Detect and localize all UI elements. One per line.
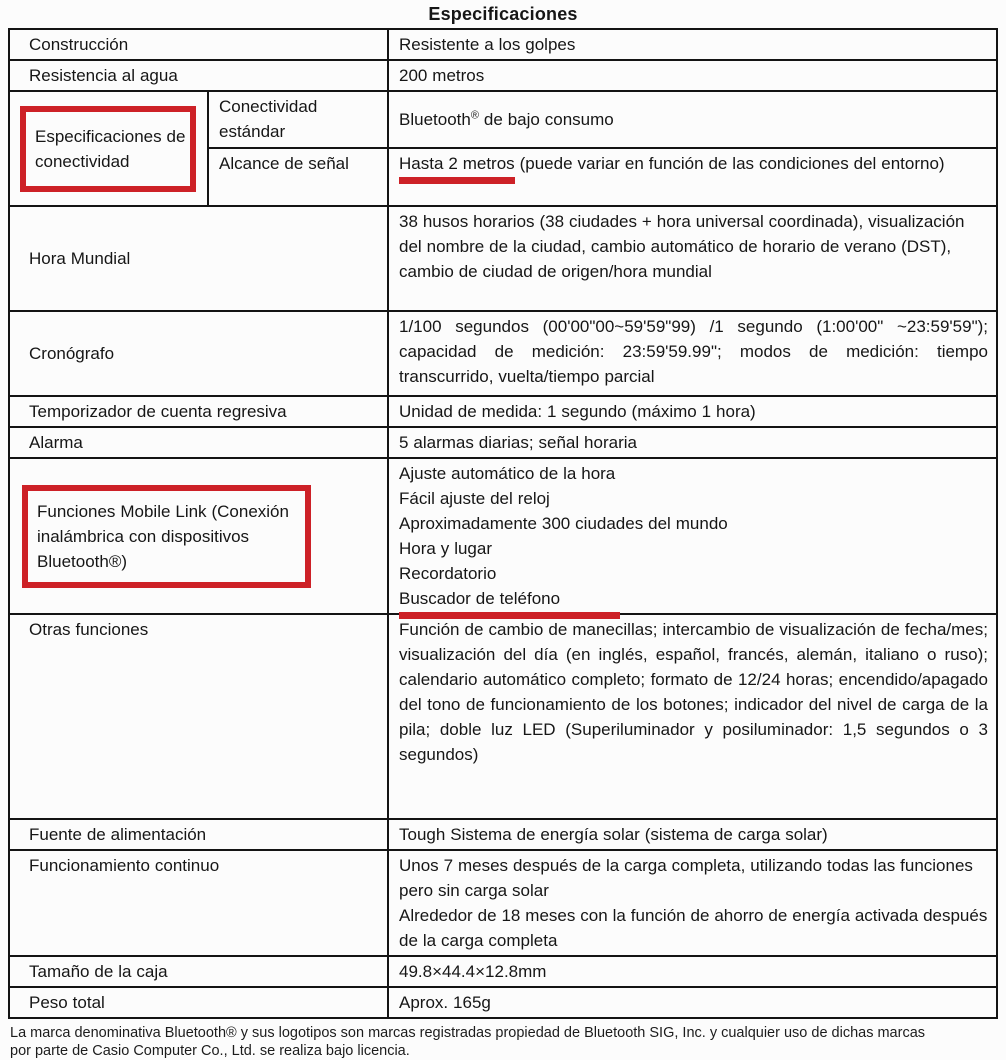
row-label: Temporizador de cuenta regresiva	[9, 396, 388, 427]
feature-item: Ajuste automático de la hora	[399, 464, 616, 483]
row-value: 1/100 segundos (00'00"00~59'59"99) /1 segundo (1:00'00" ~23:59'59"); capacidad de medición: 23:59'59.99"; modos de medición: tiempo transcurrido, vuelta/tiempo parcial	[388, 311, 997, 396]
row-value: Unidad de medida: 1 segundo (máximo 1 hora)	[388, 396, 997, 427]
value-text: (puede variar en función de las condiciones del entorno)	[514, 154, 945, 173]
feature-item	[399, 586, 988, 611]
table-row-otras-funciones	[9, 614, 997, 819]
table-row-fuente	[9, 819, 997, 850]
row-value: 200 metros	[388, 60, 997, 91]
row-value: Tough Sistema de energía solar (sistema de carga solar)	[388, 819, 997, 850]
row-label: Especificaciones de conectividad	[35, 126, 186, 171]
spec-table	[8, 28, 998, 1019]
value-text: Bluetooth	[399, 110, 471, 129]
table-row-resistencia	[9, 60, 997, 91]
table-row-tamano	[9, 956, 997, 987]
row-label: Funcionamiento continuo	[9, 850, 388, 956]
row-label: Alarma	[9, 427, 388, 458]
table-row-hora-mundial	[9, 206, 997, 311]
row-value	[388, 850, 997, 956]
row-label: Fuente de alimentación	[9, 819, 388, 850]
row-value	[388, 458, 997, 614]
annotation-red-box	[22, 485, 311, 588]
table-row-construccion	[9, 29, 997, 60]
table-row-peso	[9, 987, 997, 1018]
row-value: 49.8×44.4×12.8mm	[388, 956, 997, 987]
table-row-conectividad-1	[9, 91, 997, 148]
table-row-cronografo	[9, 311, 997, 396]
annotation-red-underline: Buscador de teléfono	[399, 586, 620, 619]
feature-item: Hora y lugar	[399, 539, 492, 558]
table-row-mobile-link	[9, 458, 997, 614]
row-label-conectividad	[9, 91, 208, 206]
row-value	[388, 91, 997, 148]
row-label: Hora Mundial	[9, 206, 388, 311]
table-row-funcionamiento	[9, 850, 997, 956]
sub-row-label: Conectividad estándar	[208, 91, 388, 148]
value-line: Unos 7 meses después de la carga completa, utilizando todas las funciones pero sin carga solar	[399, 856, 973, 900]
value-text: de bajo consumo	[478, 110, 614, 129]
row-label: Resistencia al agua	[9, 60, 388, 91]
row-label: Peso total	[9, 987, 388, 1018]
row-label: Funciones Mobile Link (Conexión inalámbrica con dispositivos Bluetooth®)	[37, 501, 289, 571]
value-line: Alrededor de 18 meses con la función de ahorro de energía activada después de la carga completa	[399, 906, 988, 950]
row-value: 38 husos horarios (38 ciudades + hora universal coordinada), visualización del nombre de la ciudad, cambio automático de horario de verano (DST), cambio de ciudad de origen/hora mundial	[388, 206, 997, 311]
registered-mark: ®	[470, 109, 479, 122]
table-row-alarma	[9, 427, 997, 458]
feature-item: Recordatorio	[399, 564, 497, 583]
bluetooth-trademark-footnote: La marca denominativa Bluetooth® y sus logotipos son marcas registradas propiedad de Bluetooth SIG, Inc. y cualquier uso de dichas marcas por parte de Casio Computer Co., Ltd. se realiza bajo licencia.	[10, 1025, 926, 1059]
row-label-mobile-link	[9, 458, 388, 614]
row-label: Tamaño de la caja	[9, 956, 388, 987]
row-value: Resistente a los golpes	[388, 29, 997, 60]
feature-item: Aproximadamente 300 ciudades del mundo	[399, 514, 728, 533]
row-value: Función de cambio de manecillas; intercambio de visualización de fecha/mes; visualización del día (en inglés, español, francés, alemán, italiano o ruso); calendario automático completo; formato de 12/24 horas; encendido/apagado del tono de funcionamiento de los botones; indicador del nivel de carga de la pila; doble luz LED (Superiluminador y posiluminador: 1,5 segundos o 3 segundos)	[388, 614, 997, 819]
row-value: 5 alarmas diarias; señal horaria	[388, 427, 997, 458]
table-row-temporizador	[9, 396, 997, 427]
row-label: Cronógrafo	[9, 311, 388, 396]
row-label: Otras funciones	[9, 614, 388, 819]
sub-row-label: Alcance de señal	[208, 148, 388, 206]
annotation-red-underline: Hasta 2 metros	[399, 151, 515, 184]
page-title: Especificaciones	[428, 4, 578, 24]
row-value: Aprox. 165g	[388, 987, 997, 1018]
row-label: Construcción	[9, 29, 388, 60]
row-value	[388, 148, 997, 206]
annotation-red-box	[20, 106, 196, 192]
feature-item: Fácil ajuste del reloj	[399, 489, 550, 508]
